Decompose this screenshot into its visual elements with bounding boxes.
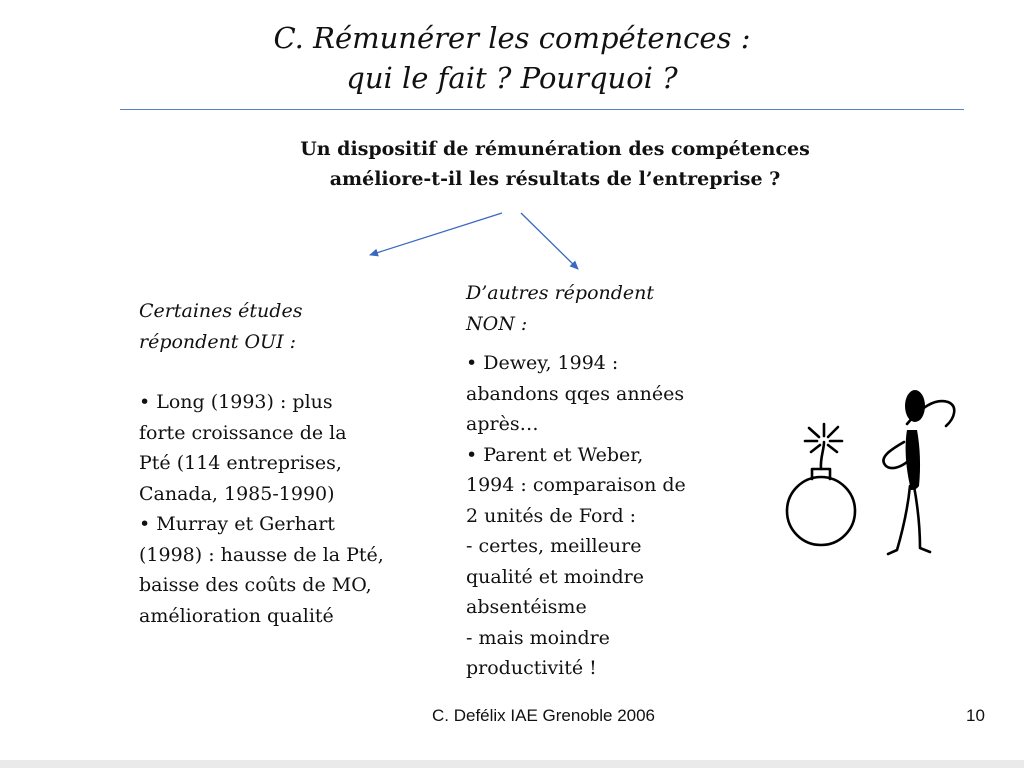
no-text-line: absentéisme: [466, 596, 587, 618]
yes-text-line: (1998) : hausse de la Pté,: [139, 543, 384, 566]
no-text-line: après…: [466, 413, 539, 435]
no-text-line: productivité !: [466, 657, 597, 679]
no-text-line: - certes, meilleure: [466, 535, 642, 557]
yes-text-line: Canada, 1985-1990): [139, 482, 335, 505]
question-line-2: améliore-t-il les résultats de l’entreprise ?: [329, 168, 781, 190]
yes-text-line: • Long (1993) : plus: [139, 391, 333, 413]
spacer: [139, 357, 384, 387]
no-text-line: • Dewey, 1994 :: [466, 352, 619, 374]
yes-text-line: baisse des coûts de MO,: [139, 574, 372, 596]
figure-body-icon: [906, 430, 920, 490]
no-text-line: 1994 : comparaison de: [466, 474, 686, 496]
bomb-icon: [787, 477, 855, 545]
bomb-stick-figure-icon: [780, 378, 980, 558]
page-number: 10: [966, 706, 985, 725]
no-text-line: • Parent et Weber,: [466, 443, 644, 466]
slide-title-line-1: C. Rémunérer les compétences :: [273, 21, 751, 55]
no-heading-line-2: NON :: [466, 312, 528, 335]
figure-head-icon: [905, 390, 925, 422]
spacer: [466, 339, 686, 348]
arrow-left: [370, 213, 502, 255]
question-line-1: Un dispositif de rémunération des compétences: [300, 138, 810, 160]
no-text-line: - mais moindre: [466, 626, 610, 649]
no-text-line: 2 unités de Ford :: [466, 504, 637, 527]
yes-heading-line-1: Certaines études: [139, 300, 303, 322]
slide-title-line-2: qui le fait ? Pourquoi ?: [346, 61, 678, 95]
yes-text-line: forte croissance de la: [139, 421, 347, 444]
no-column: [466, 278, 686, 684]
yes-column: [139, 296, 384, 631]
bottom-band: [0, 760, 1024, 768]
no-text-line: abandons qqes années: [466, 382, 685, 405]
yes-text-line: Pté (114 entreprises,: [139, 452, 342, 474]
no-text-line: qualité et moindre: [466, 565, 644, 588]
no-heading-line-1: D’autres répondent: [466, 282, 655, 304]
yes-heading-line-2: répondent OUI :: [139, 330, 297, 353]
yes-text-line: • Murray et Gerhart: [139, 513, 335, 535]
footer-credit: C. Defélix IAE Grenoble 2006: [432, 706, 656, 725]
yes-text-line: amélioration qualité: [139, 604, 334, 627]
arrow-right: [521, 213, 578, 269]
